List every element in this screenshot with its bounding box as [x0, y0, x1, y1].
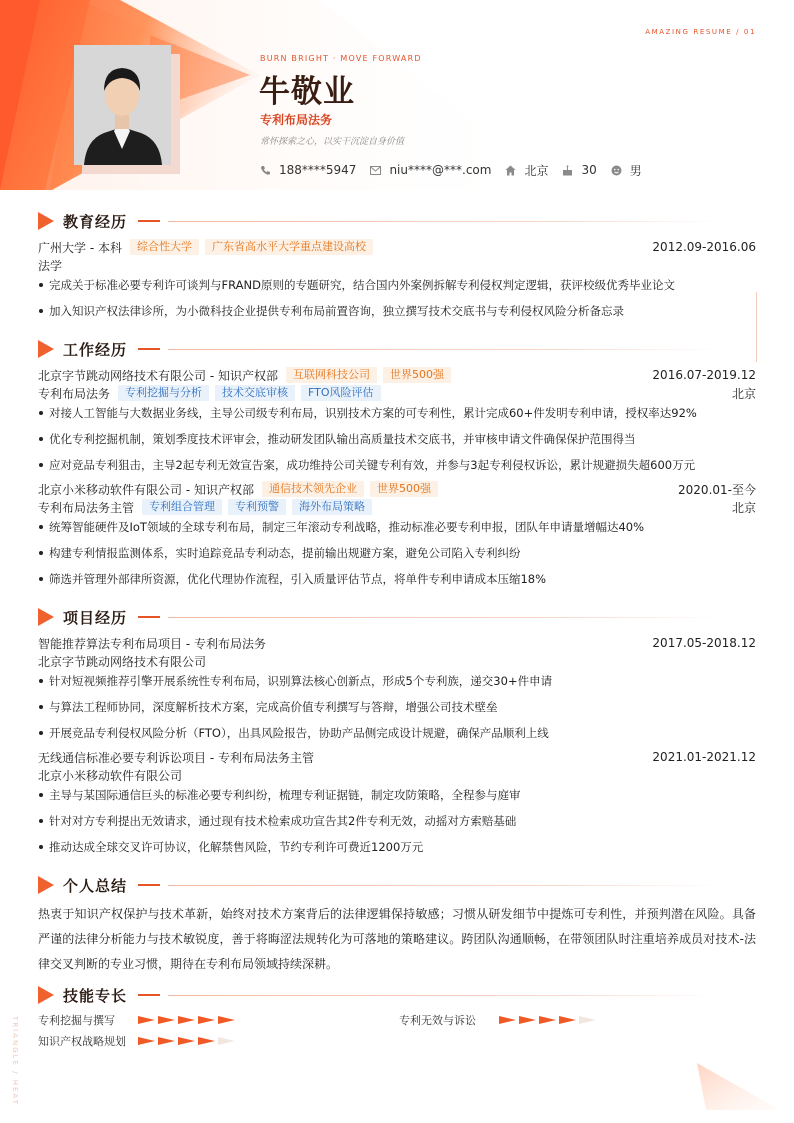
triangle-icon [38, 608, 54, 626]
project-bullet [38, 786, 756, 804]
skill-arrow-filled [158, 1016, 175, 1024]
project-bullet [38, 838, 756, 856]
skill-arrow-filled [519, 1016, 536, 1024]
home-icon [505, 165, 516, 176]
corner-label: AMAZING RESUME / 01 [645, 28, 756, 36]
project-bullet [38, 724, 756, 742]
project-name: 智能推荐算法专利布局项目 - 专利布局法务 [38, 636, 266, 651]
work-bullet [38, 544, 756, 562]
education-period: 2012.09-2016.06 [652, 240, 756, 254]
bullet-dot [39, 845, 43, 849]
section-heading: 工作经历 [63, 340, 128, 359]
school-tag: 广东省高水平大学重点建设高校 [205, 239, 373, 255]
triangle-icon [38, 340, 54, 358]
portrait-illustration [74, 45, 171, 165]
side-accent-line [756, 292, 757, 362]
company-line: 北京字节跳动网络技术有限公司 - 知识产权部 [38, 368, 278, 383]
education-entry [38, 238, 756, 256]
project-entry [38, 634, 756, 652]
project-period: 2021.01-2021.12 [652, 750, 756, 764]
bullet-dot [39, 819, 43, 823]
work-bullet [38, 430, 756, 448]
skill-arrow-filled [539, 1016, 556, 1024]
bullet-dot [39, 525, 43, 529]
bullet-text: 统筹智能硬件及IoT领域的全球专利布局，制定三年滚动专利战略，推动标准必要专利申报，团队年申请量增幅达40% [49, 520, 645, 534]
project-bullet [38, 672, 756, 690]
work-entry [38, 366, 756, 384]
project-entry [38, 748, 756, 766]
school-tag: 综合性大学 [130, 239, 199, 255]
bullet-text: 加入知识产权法律诊所，为小微科技企业提供专利布局前置咨询，独立撰写技术交底书与专利侵权风险分析备忘录 [49, 304, 624, 318]
vertical-label: TRIANGLE / HEAT [11, 1016, 19, 1106]
heading-dash [138, 348, 160, 350]
work-bullet [38, 456, 756, 474]
skill-item [399, 1012, 599, 1028]
work-location: 北京 [731, 500, 756, 515]
skill-tag: 专利组合管理 [142, 499, 222, 515]
work-bullet [38, 570, 756, 588]
bullet-dot [39, 309, 43, 313]
work-bullet [38, 518, 756, 536]
bullet-dot [39, 679, 43, 683]
triangle-icon [38, 212, 54, 230]
bullet-text: 筛选并管理外部律所资源，优化代理协作流程，引入质量评估节点，将单件专利申请成本压缩18% [49, 572, 547, 586]
work-title-row [38, 498, 756, 516]
skill-arrow-filled [198, 1016, 215, 1024]
bullet-dot [39, 283, 43, 287]
triangle-icon [38, 986, 54, 1004]
email-text: niu****@***.com [389, 163, 492, 177]
age-text: 30 [581, 163, 597, 177]
skill-level [499, 1016, 599, 1024]
bullet-dot [39, 731, 43, 735]
bullet-dot [39, 705, 43, 709]
project-company-row [38, 766, 756, 784]
candidate-role: 专利布局法务 [260, 113, 333, 127]
bullet-text: 主导与某国际通信巨头的标准必要专利纠纷，梳理专利证据链，制定攻防策略，全程参与庭审 [49, 788, 521, 802]
skill-arrow-filled [178, 1016, 195, 1024]
skill-item [38, 1033, 238, 1049]
section-divider [168, 617, 718, 618]
skill-tag: 专利挖掘与分析 [118, 385, 209, 401]
skill-tag: 技术交底审核 [215, 385, 295, 401]
company-tag: 世界500强 [370, 481, 438, 497]
contact-age [562, 163, 596, 177]
project-bullet [38, 698, 756, 716]
skill-arrow-filled [178, 1037, 195, 1045]
skill-name: 专利挖掘与撰写 [38, 1014, 115, 1027]
section-divider [168, 995, 718, 996]
section-summary-title [38, 873, 160, 897]
bullet-text: 针对对方专利提出无效请求，通过现有技术检索成功宣告其2件专利无效，动摇对方索赔基础 [49, 814, 517, 828]
section-work-title [38, 337, 160, 361]
skill-arrow-empty [218, 1037, 235, 1045]
project-name: 无线通信标准必要专利诉讼项目 - 专利布局法务主管 [38, 750, 314, 765]
bullet-dot [39, 437, 43, 441]
skill-arrow-filled [559, 1016, 576, 1024]
skill-tag: 海外布局策略 [292, 499, 372, 515]
skill-arrow-filled [138, 1016, 155, 1024]
summary-text: 热衷于知识产权保护与技术革新，始终对技术方案背后的法律逻辑保持敏感；习惯从研发细节中提炼可专利性，并预判潜在风险。具备严谨的法律分析能力与技术敏锐度，善于将晦涩法规转化为可落地的策略建议。跨团队沟通顺畅，在带领团队时注重培养成员对技术-法律交叉判断的专业习惯，期待在专利布局领域持续深耕。 [38, 907, 756, 971]
heading-dash [138, 616, 160, 618]
project-period: 2017.05-2018.12 [652, 636, 756, 650]
phone-icon [260, 165, 271, 176]
city-text: 北京 [524, 163, 549, 178]
project-company: 北京字节跳动网络技术有限公司 [38, 654, 207, 669]
section-heading: 教育经历 [63, 212, 128, 231]
bullet-text: 应对竞品专利狙击，主导2起专利无效宣告案，成功维持公司关键专利有效，并参与3起专利侵权诉讼，累计规避损失超600万元 [49, 458, 696, 472]
cake-icon [562, 165, 573, 176]
skill-arrow-filled [138, 1037, 155, 1045]
bullet-text: 优化专利挖掘机制，策划季度技术评审会，推动研发团队输出高质量技术交底书，并审核申请文件确保保护范围得当 [49, 432, 636, 446]
company-tag: 世界500强 [383, 367, 451, 383]
work-period: 2016.07-2019.12 [652, 368, 756, 382]
triangle-icon [38, 876, 54, 894]
heading-dash [138, 220, 160, 222]
bullet-dot [39, 463, 43, 467]
skill-level [138, 1037, 238, 1045]
contact-email [370, 163, 491, 177]
avatar [74, 45, 171, 165]
bullet-text: 构建专利情报监测体系，实时追踪竞品专利动态，提前输出规避方案，避免公司陷入专利纠纷 [49, 546, 521, 560]
section-divider [168, 885, 718, 886]
section-education-title [38, 209, 160, 233]
bullet-dot [39, 793, 43, 797]
contact-phone [260, 163, 356, 177]
slogan: 常怀探索之心，以实干沉淀自身价值 [260, 137, 405, 147]
section-heading: 技能专长 [63, 986, 128, 1005]
project-bullet [38, 812, 756, 830]
bullet-text: 针对短视频推荐引擎开展系统性专利布局，识别算法核心创新点，形成5个专利族，递交30+件申请 [49, 674, 553, 688]
work-location: 北京 [731, 386, 756, 401]
skill-tag: 专利预警 [228, 499, 286, 515]
company-line: 北京小米移动软件有限公司 - 知识产权部 [38, 482, 254, 497]
heading-dash [138, 884, 160, 886]
contact-city [505, 162, 548, 179]
work-period: 2020.01-至今 [678, 482, 756, 497]
bullet-text: 对接人工智能与大数据业务线，主导公司级专利布局，识别技术方案的可专利性，累计完成60+件发明专利申请，授权率达92% [49, 406, 697, 420]
contact-gender [611, 162, 642, 179]
skill-name: 知识产权战略规划 [38, 1035, 126, 1048]
work-entry [38, 480, 756, 498]
skill-name: 专利无效与诉讼 [399, 1014, 476, 1027]
corner-triangle-decoration [694, 1060, 784, 1115]
bullet-text: 开展竞品专利侵权风险分析（FTO），出具风险报告，协助产品侧完成设计规避，确保产品顺利上线 [49, 726, 549, 740]
person-icon [611, 165, 622, 176]
project-company: 北京小米移动软件有限公司 [38, 768, 183, 783]
heading-dash [138, 994, 160, 996]
phone-text: 188****5947 [279, 163, 357, 177]
company-tag: 互联网科技公司 [286, 367, 377, 383]
candidate-name: 牛敬业 [259, 74, 355, 110]
section-divider [168, 349, 718, 350]
mail-icon [370, 166, 381, 175]
section-heading: 项目经历 [63, 608, 128, 627]
school-line: 广州大学 - 本科 [38, 240, 122, 255]
skill-tag: FTO风险评估 [301, 385, 381, 401]
skill-level [138, 1016, 238, 1024]
section-projects-title [38, 605, 160, 629]
education-major-row [38, 256, 756, 274]
skill-item [38, 1012, 238, 1028]
section-heading: 个人总结 [63, 876, 128, 895]
job-title: 专利布局法务 [38, 386, 111, 401]
bullet-dot [39, 551, 43, 555]
contact-bar [260, 161, 656, 179]
company-tag: 通信技术领先企业 [262, 481, 364, 497]
project-company-row [38, 652, 756, 670]
skill-arrow-filled [198, 1037, 215, 1045]
education-bullet [38, 302, 756, 320]
job-title: 专利布局法务主管 [38, 500, 135, 515]
section-divider [168, 221, 718, 222]
bullet-dot [39, 411, 43, 415]
bullet-dot [39, 577, 43, 581]
motto: BURN BRIGHT · MOVE FORWARD [260, 54, 422, 63]
work-title-row [38, 384, 756, 402]
bullet-text: 完成关于标准必要专利许可谈判与FRAND原则的专题研究，结合国内外案例拆解专利侵权判定逻辑，获评校级优秀毕业论文 [49, 278, 675, 292]
education-bullet [38, 276, 756, 294]
skill-arrow-filled [218, 1016, 235, 1024]
skill-arrow-empty [579, 1016, 596, 1024]
major: 法学 [38, 258, 63, 273]
work-bullet [38, 404, 756, 422]
bullet-text: 与算法工程师协同，深度解析技术方案，完成高价值专利撰写与答辩，增强公司技术壁垒 [49, 700, 498, 714]
skill-arrow-filled [499, 1016, 516, 1024]
bullet-text: 推动达成全球交叉许可协议，化解禁售风险，节约专利许可费近1200万元 [49, 840, 424, 854]
skill-arrow-filled [158, 1037, 175, 1045]
gender-text: 男 [629, 163, 642, 178]
section-skills-title [38, 983, 160, 1007]
